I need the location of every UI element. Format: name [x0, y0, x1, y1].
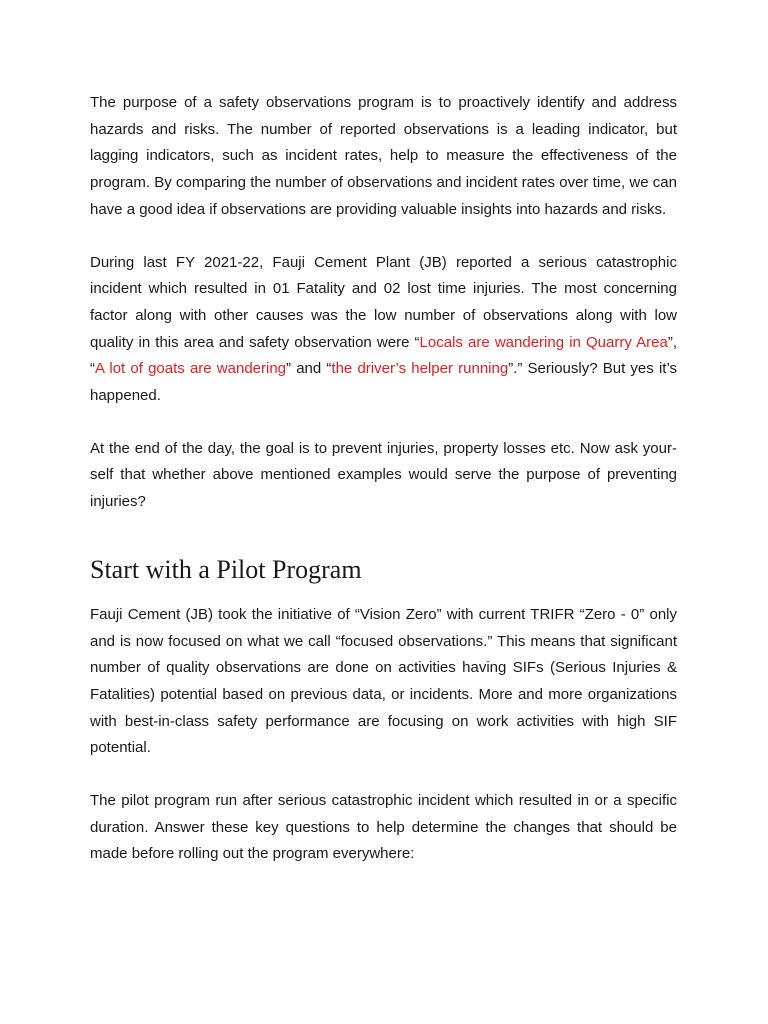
- spacer: [90, 762, 677, 788]
- section-heading: Start with a Pilot Program: [90, 554, 362, 584]
- separator-2: ” and “: [286, 360, 332, 378]
- paragraph-goal: At the end of the day, the goal is to prevent injuries, property losses etc. Now ask your-self that whether above mentioned examples would serve the purpose of preventing injuries?: [90, 439, 677, 511]
- paragraph-incident: [90, 250, 677, 410]
- paragraph-pilot: The pilot program run after serious catastrophic incident which resulted in or a specific duration. Answer these key questions to help determine the changes that should be made before rolling out the program everywhere:: [90, 792, 677, 863]
- example-driver-helper: the driver’s helper running: [331, 360, 509, 378]
- example-goats: A lot of goats are wandering: [95, 360, 287, 378]
- incident-outro: ”.” Seriously? But yes it’s happened.: [90, 360, 678, 405]
- spacer: [90, 224, 677, 250]
- incident-intro: During last FY 2021-22, Fauji Cement Plant (JB) reported a serious catastrophic incident which resulted in 01 Fatality and 02 lost time injuries. The most concerning factor along with other causes was the low number of observations along with low quality in this area and safety observation were “: [90, 253, 677, 351]
- example-locals-quarry: Locals are wandering in Quarry Area: [419, 333, 668, 351]
- spacer: [90, 410, 677, 436]
- document-page: [90, 90, 677, 868]
- paragraph-vision-zero: Fauji Cement (JB) took the initiative of “Vision Zero” with current TRIFR “Zero - 0” only and is now focused on what we call “focused observations.” This means that significant number of quality observations are done on activities having SIFs (Serious Injuries & Fatalities) potential based on previous data, or incidents. More and more organizations with best-in-class safety performance are focusing on work activities with high SIF potential.: [90, 605, 677, 757]
- separator-1: ”, “: [90, 333, 677, 378]
- paragraph-purpose: The purpose of a safety observations program is to proactively identify and address hazards and risks. The number of reported observations is a leading indicator, but lagging indicators, such as incident rates, help to measure the effectiveness of the program. By comparing the number of observations and incident rates over time, we can have a good idea if observations are providing valuable insights into hazards and risks.: [90, 94, 677, 218]
